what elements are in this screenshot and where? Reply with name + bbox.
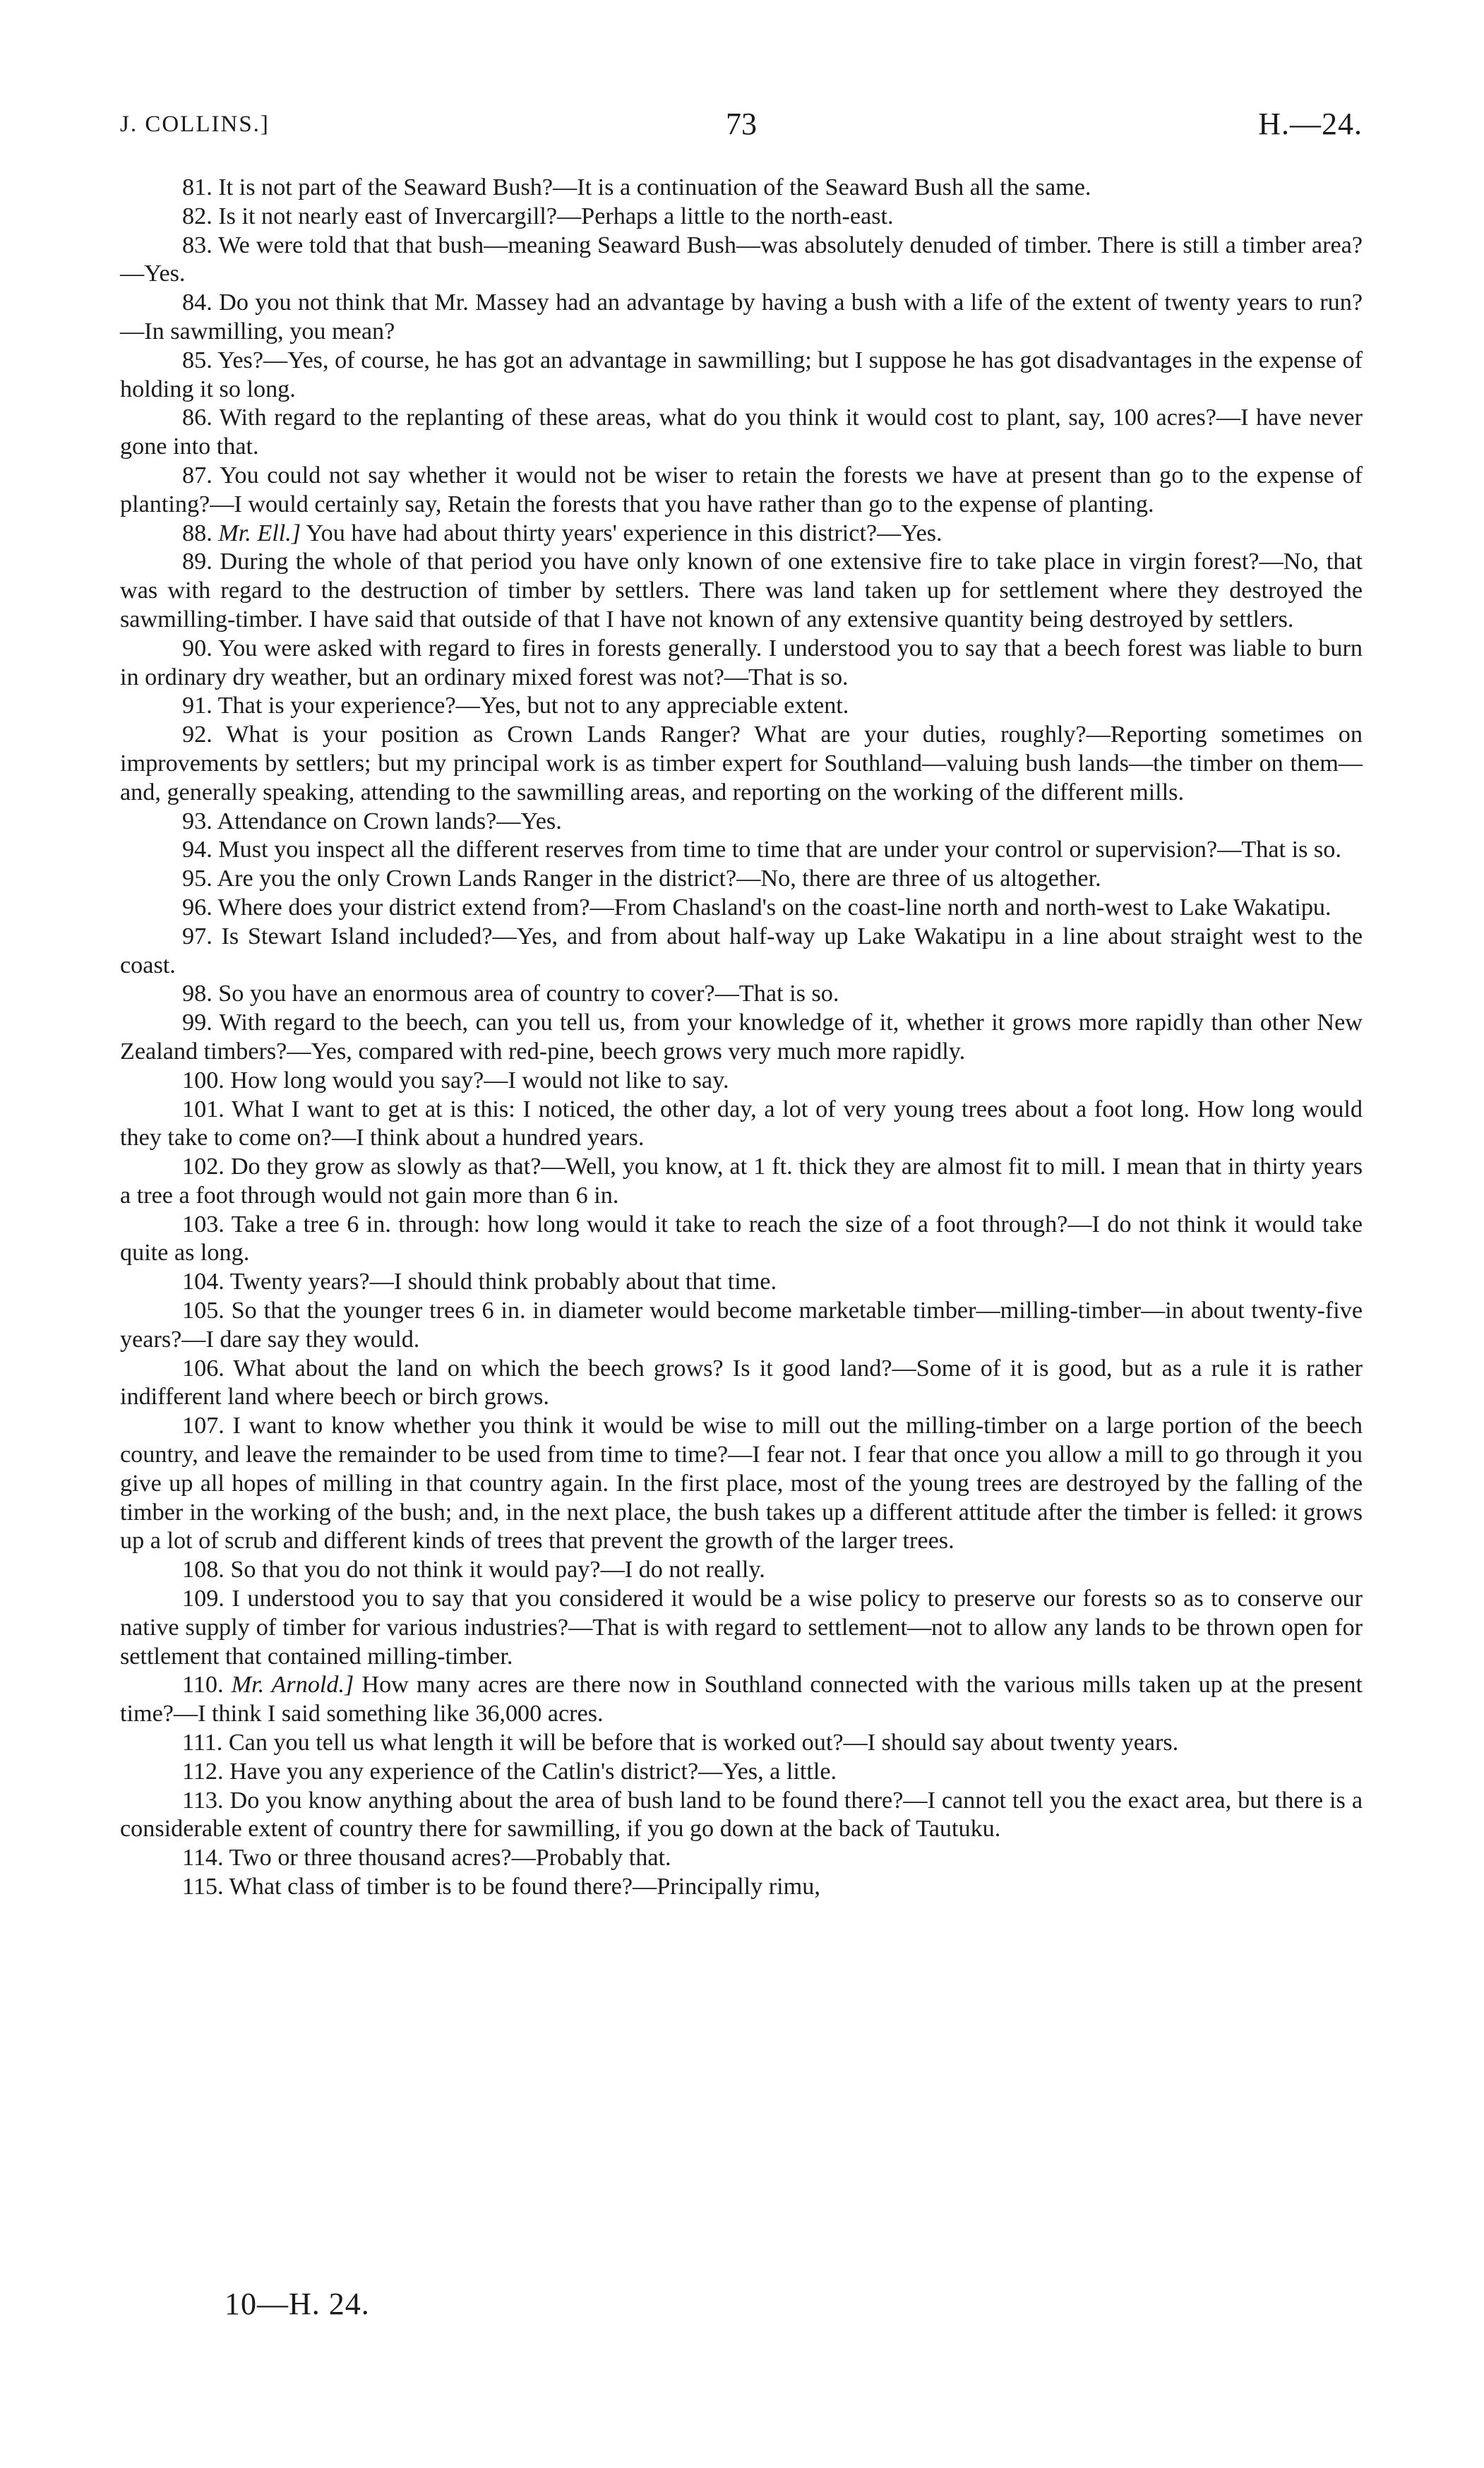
question-number: 109. xyxy=(182,1586,225,1612)
question-answer-text: Is it not nearly east of Invercargill?—Perhaps a little to the north-east. xyxy=(218,203,894,229)
question-number: 91. xyxy=(182,693,213,719)
question-answer-text: So that you do not think it would pay?—I do not really. xyxy=(230,1557,765,1583)
question-paragraph xyxy=(120,1297,1363,1355)
question-paragraph xyxy=(120,1585,1363,1671)
question-number: 92. xyxy=(182,721,213,748)
question-answer-text: I want to know whether you think it would be wise to mill out the milling-timber on a large portion of the beech country, and leave the remainder to be used from time to time?—I fear not. I fear that once you allow a mill to go through it you give up all hopes of milling in that country again. In the first place, most of the young trees are destroyed by the falling of the timber in the working of the bush; and, in the next place, the bush takes up a different attitude after the timber is felled: it grows up a lot of scrub and different kinds of trees that prevent the growth of the larger trees. xyxy=(120,1413,1363,1555)
question-answer-text: It is not part of the Seaward Bush?—It is a continuation of the Seaward Bush all the same. xyxy=(218,174,1091,200)
question-number: 101. xyxy=(182,1096,225,1122)
question-number: 95. xyxy=(182,865,213,892)
question-paragraph xyxy=(120,232,1363,289)
question-paragraph xyxy=(120,865,1363,894)
question-paragraph xyxy=(120,980,1363,1009)
question-paragraph xyxy=(120,520,1363,549)
question-answer-text: You have had about thirty years' experience in this district?—Yes. xyxy=(306,520,943,546)
question-answer-text: I understood you to say that you considered it would be a wise policy to preserve our forests so as to conserve our native supply of timber for various industries?—That is with regard to settlement—not to allow any lands to be thrown open for settlement that contained milling-timber. xyxy=(120,1586,1363,1670)
question-number: 84. xyxy=(182,289,213,316)
question-paragraph xyxy=(120,1009,1363,1067)
question-answer-text: You were asked with regard to fires in forests generally. I understood you to say that a beech forest was liable to burn in ordinary dry weather, but an ordinary mixed forest was not?—That is so. xyxy=(120,635,1363,690)
question-paragraph xyxy=(120,1844,1363,1873)
page-number: 73 xyxy=(726,107,757,141)
question-number: 106. xyxy=(182,1355,225,1382)
question-paragraph xyxy=(120,894,1363,923)
question-number: 93. xyxy=(182,808,213,834)
question-answer-text: We were told that that bush—meaning Seaward Bush—was absolutely denuded of timber. There is still a timber area?—Yes. xyxy=(120,232,1363,287)
question-paragraph xyxy=(120,1211,1363,1269)
question-answer-text: What I want to get at is this: I noticed, the other day, a lot of very young trees about a foot long. How long would they take to come on?—I think about a hundred years. xyxy=(120,1096,1363,1151)
question-answer-text: Yes?—Yes, of course, he has got an advantage in sawmilling; but I suppose he has got disadvantages in the expense of holding it so long. xyxy=(120,347,1363,402)
question-answer-text: Do you know anything about the area of bush land to be found there?—I cannot tell you the exact area, but there is a considerable extent of country there for sawmilling, if you go down at the back of Tautuku. xyxy=(120,1787,1363,1843)
question-answer-text: What is your position as Crown Lands Ranger? What are your duties, roughly?—Reporting sometimes on improvements by settlers; but my principal work is as timber expert for Southland—valuing bush lands—the timber on them—and, generally speaking, attending to the sawmilling areas, and reporting on the working of the different mills. xyxy=(120,721,1363,805)
question-number: 86. xyxy=(182,405,213,431)
question-number: 110. xyxy=(182,1672,224,1699)
question-answer-text: So you have an enormous area of country to cover?—That is so. xyxy=(218,981,839,1007)
question-answer-text: Is Stewart Island included?—Yes, and from about half-way up Lake Wakatipu in a line about straight west to the coast. xyxy=(120,923,1363,978)
question-paragraph xyxy=(120,1412,1363,1556)
question-number: 100. xyxy=(182,1067,225,1094)
question-number: 105. xyxy=(182,1298,225,1324)
question-paragraph xyxy=(120,1268,1363,1297)
question-answer-text: That is your experience?—Yes, but not to any appreciable extent. xyxy=(217,693,849,719)
question-answer-text: You could not say whether it would not be wiser to retain the forests we have at present than go to the expense of planting?—I would certainly say, Retain the forests that you have rather than go to the expense of planting. xyxy=(120,462,1363,517)
question-number: 104. xyxy=(182,1269,225,1295)
question-number: 107. xyxy=(182,1413,225,1439)
question-paragraph xyxy=(120,923,1363,981)
question-answer-text: Do you not think that Mr. Massey had an advantage by having a bush with a life of the extent of twenty years to run?—In sawmilling, you mean? xyxy=(120,289,1363,345)
question-number: 82. xyxy=(182,203,213,229)
question-number: 90. xyxy=(182,635,213,661)
question-number: 85. xyxy=(182,347,213,373)
question-paragraph xyxy=(120,404,1363,462)
question-answer-text: How long would you say?—I would not like to say. xyxy=(230,1067,729,1094)
question-paragraph xyxy=(120,836,1363,865)
question-paragraph xyxy=(120,1671,1363,1729)
question-number: 88. xyxy=(182,520,213,546)
question-paragraph xyxy=(120,289,1363,347)
question-answer-text: What about the land on which the beech grows? Is it good land?—Some of it is good, but as a rule it is rather indifferent land where beech or birch grows. xyxy=(120,1355,1363,1410)
question-paragraph xyxy=(120,1096,1363,1154)
question-answer-text: Can you tell us what length it will be before that is worked out?—I should say about twenty years. xyxy=(228,1730,1179,1756)
speaker-name: Mr. Ell.] xyxy=(218,520,301,546)
question-answer-text: Take a tree 6 in. through: how long would it take to reach the size of a foot through?—I do not think it would take quite as long. xyxy=(120,1211,1363,1266)
question-number: 94. xyxy=(182,837,213,863)
question-paragraph xyxy=(120,808,1363,837)
question-number: 114. xyxy=(182,1845,224,1871)
question-paragraph xyxy=(120,635,1363,693)
question-paragraph xyxy=(120,692,1363,721)
question-answer-text: Do they grow as slowly as that?—Well, you know, at 1 ft. thick they are almost fit to mill. I mean that in thirty years a tree a foot through would not gain more than 6 in. xyxy=(120,1154,1363,1209)
question-number: 103. xyxy=(182,1211,225,1238)
question-number: 111. xyxy=(182,1730,223,1756)
question-number: 99. xyxy=(182,1010,213,1036)
question-number: 112. xyxy=(182,1758,224,1785)
question-answer-text: Attendance on Crown lands?—Yes. xyxy=(217,808,562,834)
question-paragraph xyxy=(120,1153,1363,1211)
question-answer-text: With regard to the beech, can you tell us, from your knowledge of it, whether it grows more rapidly than other New Zealand timbers?—Yes, compared with red-pine, beech grows very much more rapidly. xyxy=(120,1010,1363,1065)
question-number: 87. xyxy=(182,462,213,489)
speaker-name: Mr. Arnold.] xyxy=(231,1672,354,1699)
question-answer-text: So that the younger trees 6 in. in diameter would become marketable timber—milling-timber—in about twenty-five years?—I dare say they would. xyxy=(120,1298,1363,1353)
question-paragraph xyxy=(120,347,1363,405)
question-paragraph xyxy=(120,462,1363,520)
question-number: 81. xyxy=(182,174,213,200)
question-paragraph xyxy=(120,1067,1363,1096)
question-paragraph xyxy=(120,548,1363,634)
question-number: 113. xyxy=(182,1787,224,1814)
paper-reference: H.—24. xyxy=(1258,107,1363,141)
witness-name: J. COLLINS.] xyxy=(120,112,270,137)
question-paragraph xyxy=(120,1873,1363,1902)
question-answer-text: During the whole of that period you have only known of one extensive fire to take place in virgin forest?—No, that was with regard to the destruction of timber by settlers. There was land taken up for settlement where they destroyed the sawmilling-timber. I have said that outside of that I have not known of any extensive quantity being destroyed by settlers. xyxy=(120,549,1363,633)
question-paragraph xyxy=(120,1729,1363,1758)
question-answer-text: With regard to the replanting of these areas, what do you think it would cost to plant, say, 100 acres?—I have never gone into that. xyxy=(120,405,1363,460)
question-paragraph xyxy=(120,203,1363,232)
question-number: 89. xyxy=(182,549,213,575)
question-answer-text: Have you any experience of the Catlin's district?—Yes, a little. xyxy=(229,1758,837,1785)
question-answer-text: Twenty years?—I should think probably about that time. xyxy=(229,1269,777,1295)
question-paragraph xyxy=(120,721,1363,807)
question-paragraph xyxy=(120,1556,1363,1585)
question-answer-text: What class of timber is to be found there?—Principally rimu, xyxy=(229,1874,820,1900)
question-number: 97. xyxy=(182,923,213,950)
question-answer-text: Must you inspect all the different reserves from time to time that are under your control or supervision?—That is so. xyxy=(218,837,1341,863)
page-header xyxy=(120,106,1363,148)
question-number: 96. xyxy=(182,894,213,921)
question-number: 115. xyxy=(182,1874,224,1900)
question-paragraph xyxy=(120,174,1363,203)
question-answer-text: How many acres are there now in Southland connected with the various mills taken up at the present time?—I think I said something like 36,000 acres. xyxy=(120,1672,1363,1727)
question-number: 83. xyxy=(182,232,213,258)
sheet-signature: 10—H. 24. xyxy=(225,2287,370,2321)
question-answer-text: Are you the only Crown Lands Ranger in the district?—No, there are three of us altogether. xyxy=(217,865,1101,892)
question-paragraph xyxy=(120,1787,1363,1845)
question-answer-text: Two or three thousand acres?—Probably that. xyxy=(229,1845,671,1871)
question-number: 98. xyxy=(182,981,213,1007)
question-number: 102. xyxy=(182,1154,225,1180)
question-paragraph xyxy=(120,1355,1363,1413)
question-paragraph xyxy=(120,1758,1363,1787)
question-number: 108. xyxy=(182,1557,225,1583)
evidence-body xyxy=(120,174,1363,1902)
question-answer-text: Where does your district extend from?—From Chasland's on the coast-line north and north-west to Lake Wakatipu. xyxy=(217,894,1332,921)
